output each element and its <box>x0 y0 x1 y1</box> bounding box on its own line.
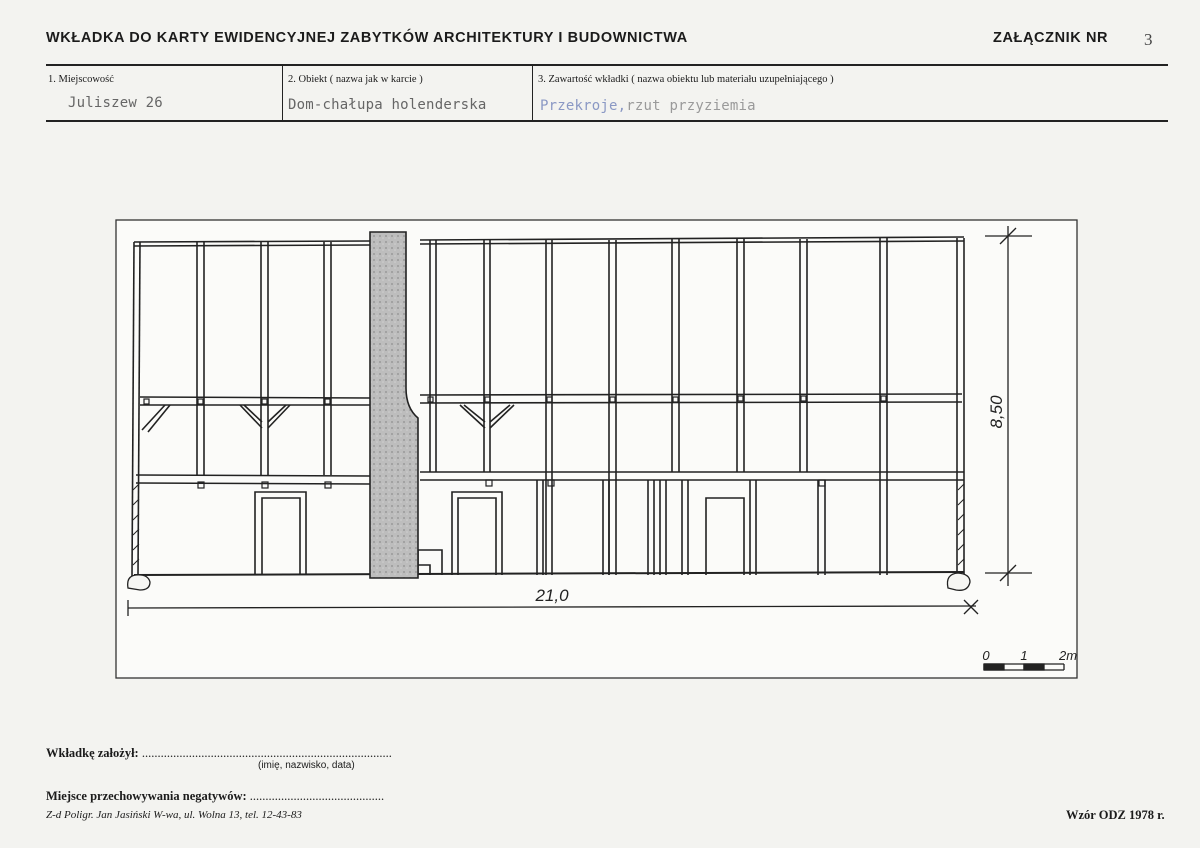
drawing-frame <box>116 220 1077 678</box>
annex-label: ZAŁĄCZNIK NR <box>993 30 1109 46</box>
object-label: 2. Obiekt ( nazwa jak w karcie ) <box>288 74 423 85</box>
card-title: WKŁADKA DO KARTY EWIDENCYJNEJ ZABYTKÓW ARCHITEKTURY I BUDOWNICTWA <box>46 30 688 46</box>
foundation-stone-left <box>128 575 150 590</box>
content-label: 3. Zawartość wkładki ( nazwa obiektu lub materiału uzupełniającego ) <box>538 74 834 85</box>
content-value-part1: Przekroje, <box>540 98 627 114</box>
storage-label: Miejsce przechowywania negatywów: <box>46 789 247 803</box>
foundation-stone-right <box>947 573 970 590</box>
created-by-line <box>46 746 392 761</box>
object-value: Dom-chałupa holenderska <box>288 97 487 113</box>
form-model: Wzór ODZ 1978 r. <box>1066 808 1165 822</box>
locality-label: 1. Miejscowość <box>48 74 114 85</box>
content-value-part2: rzut przyziemia <box>626 98 756 114</box>
storage-dots: ........................................... <box>249 789 385 803</box>
height-dimension-label: 8,50 <box>987 395 1006 429</box>
printer-imprint: Z-d Poligr. Jan Jasiński W-wa, ul. Wolna 13, tel. 12-43-83 <box>46 809 302 821</box>
annex-number: 3 <box>1144 30 1153 49</box>
created-by-label: Wkładkę założył: <box>46 746 139 760</box>
scale-label-1: 1 <box>1020 648 1028 663</box>
created-by-hint: (imię, nazwisko, data) <box>258 760 355 771</box>
width-dimension-label: 21,0 <box>535 586 569 605</box>
scale-label-0: 0 <box>982 648 990 663</box>
scale-label-2m: 2m <box>1058 648 1078 663</box>
storage-line <box>46 789 384 804</box>
created-by-dots: ................................................................................ <box>141 746 392 760</box>
locality-value: Juliszew 26 <box>68 95 163 111</box>
